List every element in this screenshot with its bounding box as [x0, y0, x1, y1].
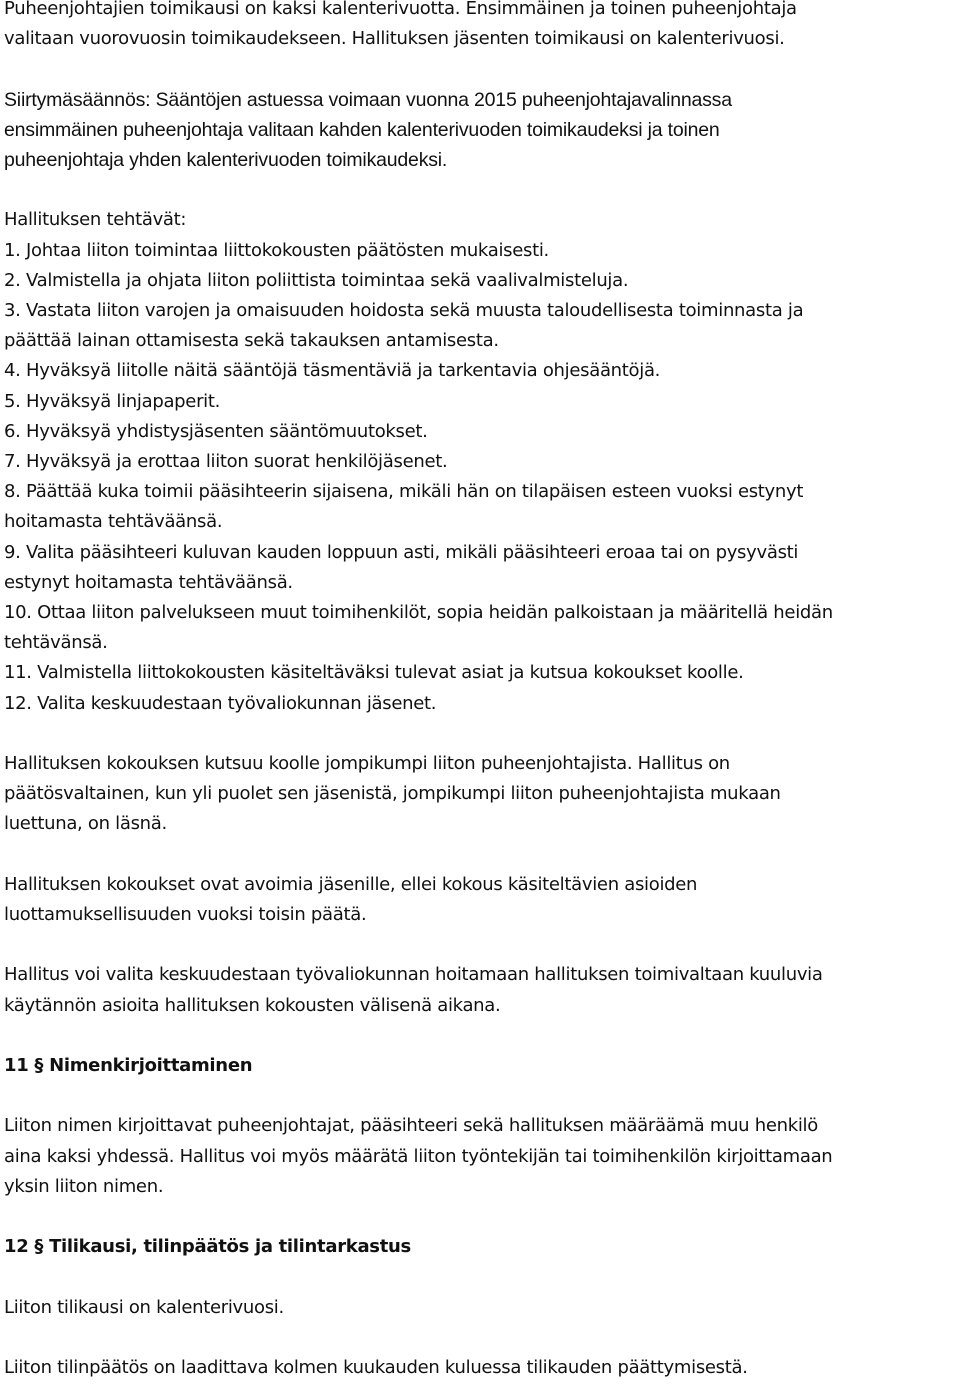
fiscal-year-paragraph: Liiton tilikausi on kalenterivuosi. — [4, 1296, 284, 1318]
spacer — [4, 54, 956, 84]
signature-paragraph — [4, 1111, 956, 1202]
section-12-heading: 12 § Tilikausi, tilinpäätös ja tilintarkastus — [4, 1236, 411, 1258]
list-item: 2. Valmistella ja ohjata liiton poliittista toimintaa sekä vaalivalmisteluja. — [4, 269, 629, 291]
list-item: hoitamasta tehtäväänsä. — [4, 511, 223, 533]
term-paragraph — [4, 0, 956, 54]
list-item: 3. Vastata liiton varojen ja omaisuuden hoidosta sekä muusta taloudellisesta toiminnasta ja — [4, 300, 804, 321]
text-line: Liiton nimen kirjoittavat puheenjohtajat, pääsihteeri sekä hallituksen määräämä muu henkilö — [4, 1115, 818, 1137]
spacer — [4, 1262, 956, 1292]
spacer — [4, 840, 956, 870]
list-item: 7. Hyväksyä ja erottaa liiton suorat henkilöjäsenet. — [4, 451, 448, 473]
duties-section — [4, 205, 956, 718]
text-line: valitaan vuorovuosin toimikaudekseen. Hallituksen jäsenten toimikausi on kalenterivuosi. — [4, 28, 785, 50]
spacer — [4, 1202, 956, 1232]
spacer — [4, 175, 956, 205]
list-item: estynyt hoitamasta tehtäväänsä. — [4, 571, 293, 593]
openness-paragraph — [4, 870, 956, 930]
list-item: 1. Johtaa liiton toimintaa liittokokousten päätösten mukaisesti. — [4, 239, 549, 261]
spacer — [4, 1021, 956, 1051]
text-line: puheenjohtaja yhden kalenterivuoden toimikaudeksi. — [4, 149, 448, 171]
text-line: Puheenjohtajien toimikausi on kaksi kalenterivuotta. Ensimmäinen ja toinen puheenjohtaja — [4, 0, 797, 19]
financial-statement-paragraph: Liiton tilinpäätös on laadittava kolmen kuukauden kuluessa tilikauden päättymisestä. — [4, 1356, 748, 1378]
text-line: ensimmäinen puheenjohtaja valitaan kahden kalenterivuoden toimikaudeksi ja toinen — [4, 118, 720, 141]
spacer — [4, 1081, 956, 1111]
section-11-heading: 11 § Nimenkirjoittaminen — [4, 1055, 253, 1077]
list-item: 4. Hyväksyä liitolle näitä sääntöjä täsmentäviä ja tarkentavia ohjesääntöjä. — [4, 360, 661, 382]
list-item: 11. Valmistella liittokokousten käsiteltäväksi tulevat asiat ja kutsua kokoukset koolle. — [4, 662, 744, 684]
list-item: 5. Hyväksyä linjapaperit. — [4, 390, 221, 412]
meeting-paragraph — [4, 749, 956, 840]
list-item: 8. Päättää kuka toimii pääsihteerin sijaisena, mikäli hän on tilapäisen esteen vuoksi estynyt — [4, 481, 804, 503]
text-line: Hallituksen kokouksen kutsuu koolle jompikumpi liiton puheenjohtajista. Hallitus on — [4, 753, 730, 775]
text-line: Siirtymäsäännös: Sääntöjen astuessa voimaan vuonna 2015 puheenjohtajavalinnassa — [4, 88, 732, 111]
document-page — [4, 0, 956, 1383]
duties-title: Hallituksen tehtävät: — [4, 209, 187, 231]
text-line: yksin liiton nimen. — [4, 1175, 164, 1197]
text-line: luettuna, on läsnä. — [4, 813, 167, 835]
list-item: 6. Hyväksyä yhdistysjäsenten sääntömuutokset. — [4, 420, 428, 442]
list-item: tehtävänsä. — [4, 632, 108, 654]
spacer — [4, 1323, 956, 1353]
text-line: Hallituksen kokoukset ovat avoimia jäsenille, ellei kokous käsiteltävien asioiden — [4, 873, 698, 895]
text-line: Hallitus voi valita keskuudestaan työvaliokunnan hoitamaan hallituksen toimivaltaan kuuluvia — [4, 964, 823, 986]
transition-paragraph — [4, 85, 956, 176]
duties-list — [4, 236, 956, 719]
text-line: aina kaksi yhdessä. Hallitus voi myös määrätä liiton työntekijän tai toimihenkilön kirjoittamaan — [4, 1145, 833, 1167]
spacer — [4, 719, 956, 749]
text-line: käytännön asioita hallituksen kokousten välisenä aikana. — [4, 994, 501, 1016]
text-line: päätösvaltainen, kun yli puolet sen jäsenistä, jompikumpi liiton puheenjohtajista mukaan — [4, 783, 781, 805]
committee-paragraph — [4, 960, 956, 1020]
list-item: 9. Valita pääsihteeri kuluvan kauden loppuun asti, mikäli pääsihteeri eroaa tai on pysyvästi — [4, 541, 799, 563]
text-line: luottamuksellisuuden vuoksi toisin päätä. — [4, 904, 367, 926]
list-item: päättää lainan ottamisesta sekä takauksen antamisesta. — [4, 330, 499, 352]
spacer — [4, 930, 956, 960]
list-item: 10. Ottaa liiton palvelukseen muut toimihenkilöt, sopia heidän palkoistaan ja määritellä heidän — [4, 602, 833, 624]
list-item: 12. Valita keskuudestaan työvaliokunnan jäsenet. — [4, 692, 437, 714]
